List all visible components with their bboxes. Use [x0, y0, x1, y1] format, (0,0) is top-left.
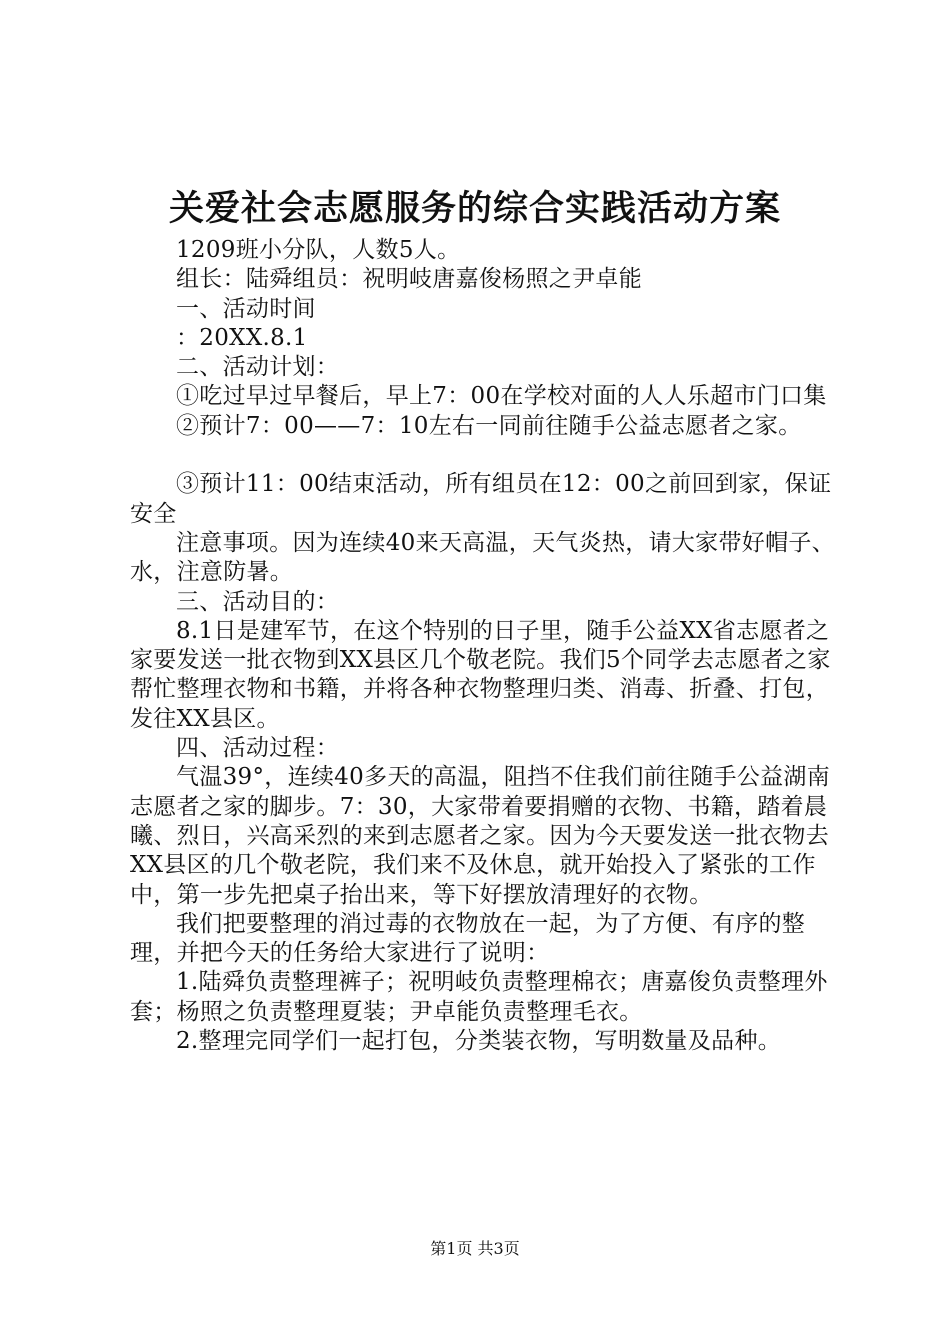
paragraph: 组长：陆舜组员：祝明岐唐嘉俊杨照之尹卓能 [176, 266, 642, 293]
paragraph: 2.整理完同学们一起打包，分类装衣物，写明数量及品种。 [176, 1028, 782, 1055]
paragraph: 1209班小分队，人数5人。 [176, 237, 461, 263]
blank-line [130, 441, 842, 470]
paragraph: 一、活动时间 [176, 295, 316, 322]
paragraph: ：20XX.8.1 [176, 324, 308, 351]
paragraph: 8.1日是建军节，在这个特别的日子里，随手公益XX省志愿者之家要发送一批衣物到XX县区几个敬老院。我们5个同学去志愿者之家帮忙整理衣物和书籍，并将各种衣物整理归类、消毒、折叠、打包，发往XX县区。 [130, 617, 831, 732]
paragraph: 1.陆舜负责整理裤子；祝明岐负责整理棉衣；唐嘉俊负责整理外套；杨照之负责整理夏装；尹卓能负责整理毛衣。 [130, 969, 828, 1025]
paragraph: 四、活动过程： [176, 735, 340, 762]
paragraph: 二、活动计划： [176, 354, 340, 381]
page-footer: 第1页 共3页 [430, 1239, 520, 1258]
paragraph: ②预计7：00——7：10左右一同前往随手公益志愿者之家。 [176, 412, 802, 439]
paragraph: ③预计11：00结束活动，所有组员在12：00之前回到家，保证安全 [130, 471, 832, 527]
paragraph: 我们把要整理的消过毒的衣物放在一起，为了方便、有序的整理，并把今天的任务给大家进行了说明： [130, 910, 806, 967]
paragraph: 气温39°，连续40多天的高温，阻挡不住我们前往随手公益湖南志愿者之家的脚步。7：30，大家带着要捐赠的衣物、书籍，踏着晨曦、烈日，兴高采烈的来到志愿者之家。因为今天要发送一批衣物去XX县区的几个敬老院，我们来不及休息，就开始投入了紧张的工作中，第一步先把桌子抬出来，等下好摆放清理好的衣物。 [130, 764, 831, 908]
document-title: 关爱社会志愿服务的综合实践活动方案 [168, 188, 781, 229]
document-body [130, 236, 842, 1056]
paragraph: ①吃过早过早餐后，早上7：00在学校对面的人人乐超市门口集 [176, 383, 827, 410]
paragraph: 注意事项。因为连续40来天高温，天气炎热，请大家带好帽子、水，注意防暑。 [130, 529, 835, 586]
paragraph: 三、活动目的： [176, 588, 340, 615]
